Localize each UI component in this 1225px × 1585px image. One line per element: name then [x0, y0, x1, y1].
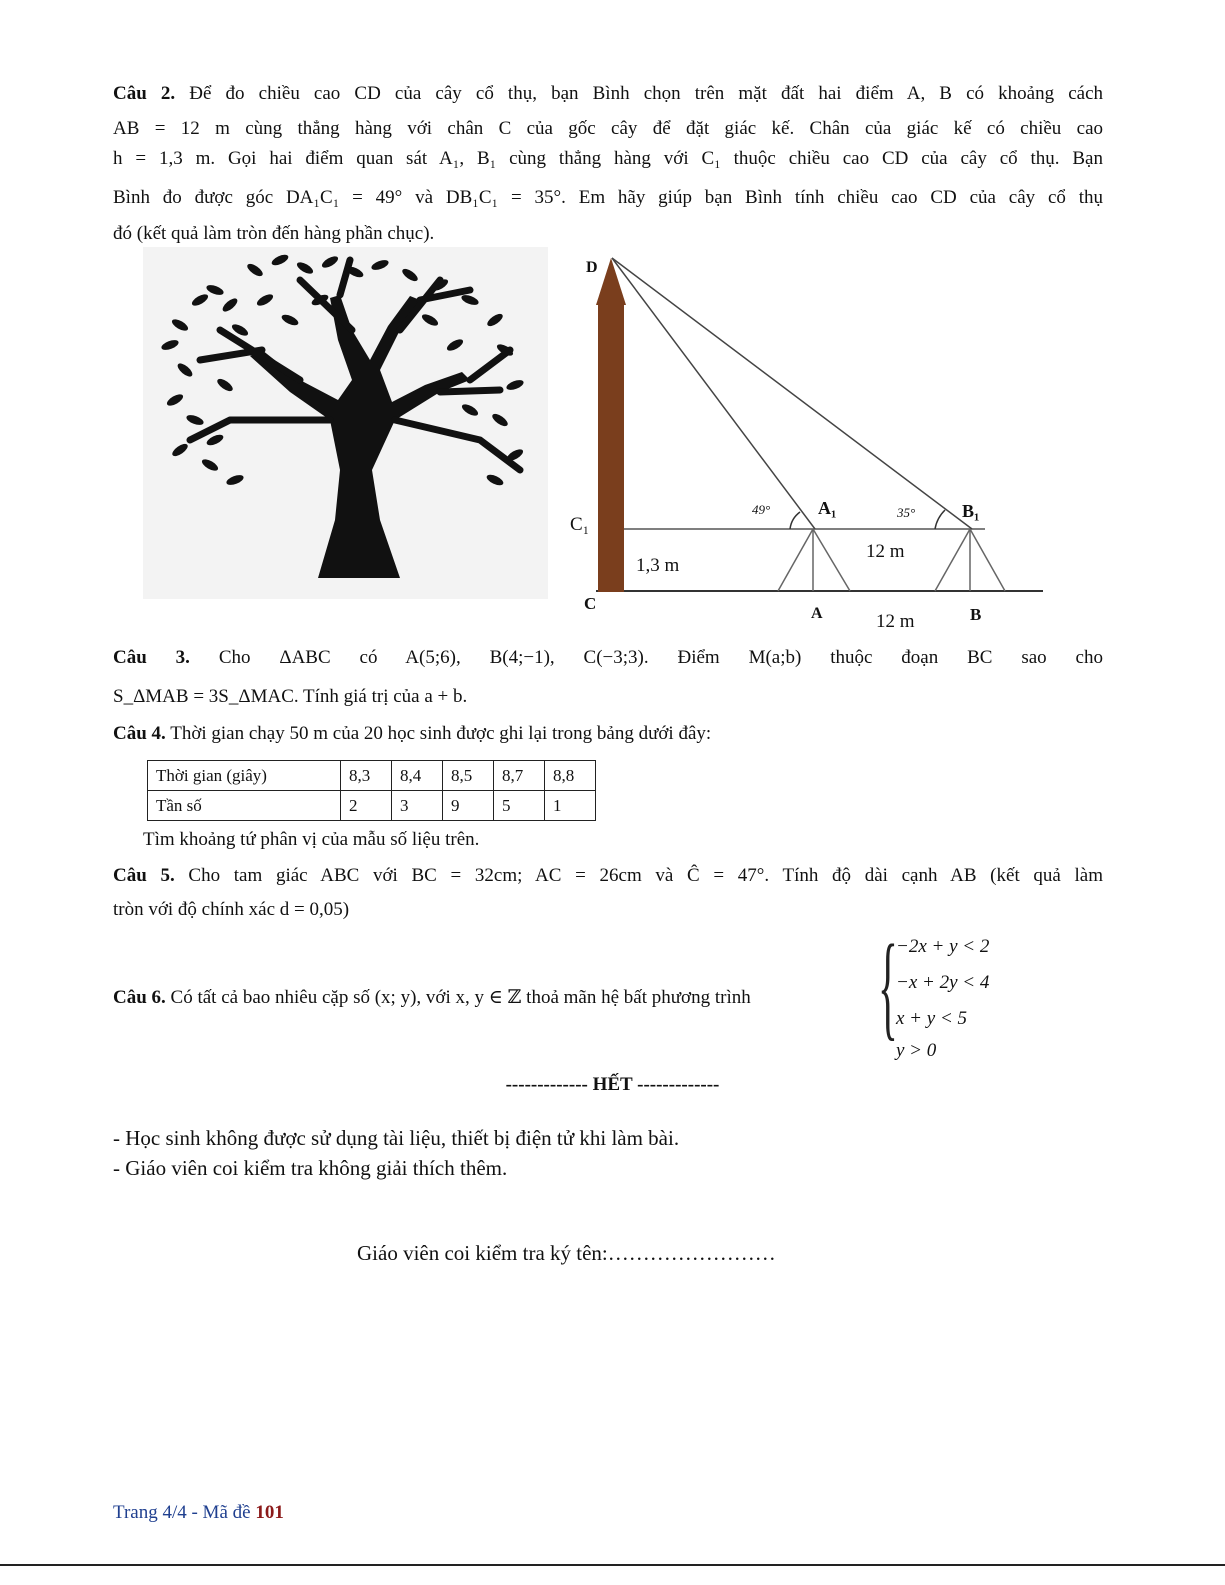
- table-cell: 1: [545, 791, 596, 821]
- label-b: B: [970, 605, 982, 624]
- footer-page: Trang 4/4 - Mã đề: [113, 1502, 256, 1523]
- q2-label: Câu 2.: [113, 83, 176, 104]
- angle-arc-35: [935, 510, 945, 529]
- label-a1: A₁: [818, 498, 837, 518]
- q6-line: [113, 986, 751, 1010]
- note-1: - Học sinh không được sử dụng tài liệu, thiết bị điện tử khi làm bài.: [113, 1126, 680, 1150]
- angle-arc-49: [790, 512, 800, 529]
- sight-line-b1: [612, 258, 972, 529]
- tree-measurement-figure: [0, 0, 1225, 640]
- label-b1: B₁: [962, 501, 980, 521]
- signature-line: Giáo viên coi kiểm tra ký tên:……………………: [357, 1241, 776, 1265]
- q4-question: Tìm khoảng tứ phân vị của mẫu số liệu trên.: [143, 829, 480, 850]
- brace-icon: {: [878, 920, 898, 1051]
- table-cell: 3: [392, 791, 443, 821]
- end-mark: ------------- HẾT -------------: [505, 1074, 720, 1095]
- frequency-table: [147, 760, 596, 821]
- q2-line-4: Bình đo được góc DA₁C₁ = 49° và DB₁C₁ = 35°. Em hãy giúp bạn Bình tính chiều cao CD của cây cổ thụ: [113, 187, 1103, 208]
- tripod-a: [778, 529, 850, 591]
- inequality-4: y > 0: [896, 1040, 937, 1061]
- q4-label: Câu 4.: [113, 723, 166, 744]
- note-2: - Giáo viên coi kiểm tra không giải thích thêm.: [113, 1156, 508, 1180]
- q6-text: Có tất cả bao nhiêu cặp số (x; y), với x, y ∈ ℤ thoả mãn hệ bất phương trình: [170, 987, 751, 1008]
- table-cell: 8,3: [341, 761, 392, 791]
- tripod-b: [935, 529, 1005, 591]
- q3-line-2: S_ΔMAB = 3S_ΔMAC. Tính giá trị của a + b.: [113, 686, 468, 707]
- table-cell: 9: [443, 791, 494, 821]
- inequality-2: −x + 2y < 4: [896, 972, 990, 993]
- q3-text-1: Cho ΔABC có A(5;6), B(4;−1), C(−3;3). Điểm M(a;b) thuộc đoạn BC sao cho: [218, 647, 1103, 668]
- q3-line-1: [113, 646, 1103, 670]
- table-cell: 8,4: [392, 761, 443, 791]
- q2-text-1: Để đo chiều cao CD của cây cổ thụ, bạn Bình chọn trên mặt đất hai điểm A, B có khoảng cách: [189, 83, 1103, 104]
- label-height: 1,3 m: [636, 555, 680, 576]
- table-cell: 2: [341, 791, 392, 821]
- page-footer: [113, 1502, 284, 1524]
- table-cell: 8,7: [494, 761, 545, 791]
- table-header-cell: Tần số: [148, 791, 341, 821]
- q4-line-1: [113, 722, 711, 746]
- label-dist-bottom: 12 m: [876, 611, 915, 632]
- sight-line-a1: [612, 258, 815, 529]
- label-c1: C₁: [570, 514, 590, 535]
- inequality-1: −2x + y < 2: [896, 936, 990, 957]
- label-c: C: [584, 594, 597, 613]
- q2-line-2: AB = 12 m cùng thẳng hàng với chân C của gốc cây để đặt giác kế. Chân của giác kế có chiều cao: [113, 118, 1103, 139]
- q6-label: Câu 6.: [113, 987, 166, 1008]
- table-cell: 8,5: [443, 761, 494, 791]
- footer-exam-code: 101: [255, 1502, 284, 1523]
- q5-line-1: [113, 864, 1103, 888]
- table-cell: 5: [494, 791, 545, 821]
- q5-label: Câu 5.: [113, 865, 175, 886]
- table-row: [148, 761, 596, 791]
- label-d: D: [586, 259, 598, 276]
- label-angle-49: 49°: [752, 502, 771, 517]
- q2-line-5: đó (kết quả làm tròn đến hàng phần chục).: [113, 223, 435, 244]
- q2-line-3: h = 1,3 m. Gọi hai điểm quan sát A₁, B₁ cùng thẳng hàng với C₁ thuộc chiều cao CD của cây cổ thụ. Bạn: [113, 148, 1103, 169]
- table-row: [148, 791, 596, 821]
- inequality-3: x + y < 5: [896, 1008, 968, 1029]
- bottom-rule: [0, 1564, 1225, 1566]
- q5-line-2: tròn với độ chính xác d = 0,05): [113, 899, 350, 920]
- label-a: A: [811, 605, 823, 622]
- table-header-cell: Thời gian (giây): [148, 761, 341, 791]
- table-cell: 8,8: [545, 761, 596, 791]
- label-dist-top: 12 m: [866, 541, 905, 562]
- q5-text-1: Cho tam giác ABC với BC = 32cm; AC = 26cm và Ĉ = 47°. Tính độ dài cạnh AB (kết quả làm: [188, 865, 1104, 886]
- tree-height-bar: [598, 300, 624, 592]
- label-angle-35: 35°: [897, 505, 916, 520]
- q4-intro: Thời gian chạy 50 m của 20 học sinh được ghi lại trong bảng dưới đây:: [170, 723, 712, 744]
- q3-label: Câu 3.: [113, 647, 190, 668]
